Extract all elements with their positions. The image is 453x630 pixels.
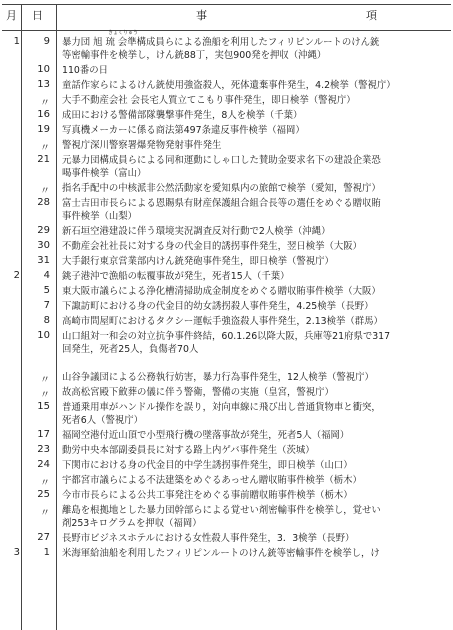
row-day: 17	[37, 429, 50, 440]
header-event-left: 事	[196, 9, 208, 22]
table-row	[0, 270, 453, 285]
row-day: 10	[37, 64, 50, 75]
row-event: 今市市長らによる公共工事発注をめぐる事前贈収賄事件検挙（栃木）	[62, 490, 353, 501]
row-day: 〃	[40, 508, 50, 519]
table-row	[0, 197, 453, 225]
table-top-rule	[2, 4, 451, 5]
row-event: 福岡空港付近山頂で小型飛行機の墜落事故が発生，死者5人（福岡）	[62, 430, 350, 441]
row-event: 元暴力団構成員らによる同和運動にしゃ口した賛助金要求名下の建設企業恐 喝事件検挙（富山）	[62, 155, 381, 179]
table-row	[0, 154, 453, 182]
row-day: 7	[43, 300, 50, 311]
table-row	[0, 547, 453, 562]
table-body	[0, 30, 453, 562]
row-day: 28	[37, 197, 50, 208]
table-row	[0, 64, 453, 79]
row-day: 〃	[40, 143, 50, 154]
row-day: 〃	[40, 375, 50, 386]
row-day: 27	[37, 532, 50, 543]
header-event-right: 項	[366, 9, 378, 22]
row-day: 25	[37, 489, 50, 500]
table-row	[0, 401, 453, 429]
row-event: 下諏訪町における身の代金目的幼女誘拐殺人事件発生，4.25検挙（長野）	[62, 301, 374, 312]
table-row	[0, 330, 453, 371]
row-day: 〃	[40, 186, 50, 197]
row-event: 宇都宮市議らによる不法建築をめぐるあっせん贈収賄事件検挙（栃木）	[62, 475, 362, 486]
row-event: 米海軍給油船を利用したフィリピンルートのけん銃等密輸事件を検挙し，け	[62, 548, 380, 559]
row-day: 19	[37, 124, 50, 135]
header-bottom-rule	[2, 30, 451, 31]
row-day: 29	[37, 225, 50, 236]
table-row	[0, 444, 453, 459]
row-event: 東大阪市議らによる浄化槽清掃助成金制度をめぐる贈収賄事件検挙（大阪）	[62, 286, 381, 297]
table-row	[0, 386, 453, 401]
row-month: 3	[13, 547, 20, 558]
table-row	[0, 225, 453, 240]
row-event: 動労中央本部副委員長に対する路上内ゲバ事件発生（茨城）	[62, 445, 315, 456]
ruby-annotation: きょくりゅう	[108, 30, 139, 36]
row-month: 1	[13, 36, 20, 47]
row-event: 長野市ビジネスホテルにおける女性殺人事件発生，3．3検挙（長野）	[62, 533, 355, 544]
row-event: 写真機メーカーに係る商法第497条違反事件検挙（福岡）	[62, 125, 305, 136]
row-day: 31	[37, 255, 50, 266]
table-row	[0, 504, 453, 532]
row-event: 普通乗用車がハンドル操作を誤り，対向車線に飛び出し普通貨物車と衝突， 死者6人（警視庁）	[62, 402, 381, 426]
row-event: 下関市における身の代金目的中学生誘拐事件発生，即日検挙（山口）	[62, 460, 353, 471]
row-day: 4	[43, 270, 50, 281]
header-day: 日	[32, 9, 44, 22]
row-event: 暴力団 旭 琉 会準構成員らによる漁船を利用したフィリピンルートのけん銃 等密輸事件を検挙し，けん銃88丁，実包900発を押収（沖縄）	[62, 37, 380, 61]
table-row	[0, 371, 453, 386]
row-event: 銚子港沖で漁船の転覆事故が発生，死者15人（千葉）	[62, 271, 290, 282]
row-day: 24	[37, 459, 50, 470]
row-day: 16	[37, 109, 50, 120]
row-event: 童話作家らによるけん銃使用強盗殺人，死体遺棄事件発生，4.2検挙（警視庁）	[62, 80, 396, 91]
row-day: 23	[37, 444, 50, 455]
table-row	[0, 240, 453, 255]
row-event: 成田における警備部隊襲撃事件発生，8人を検挙（千葉）	[62, 110, 303, 121]
row-day: 8	[43, 315, 50, 326]
row-event: 離島を根拠地とした暴力団幹部らによる覚せい剤密輸事件を検挙し，覚せい 剤253キログラムを押収（福岡）	[62, 505, 381, 529]
row-day: 9	[43, 36, 50, 47]
row-event: 大手銀行東京営業部内けん銃発砲事件発生，即日検挙（警視庁）	[62, 256, 334, 267]
table-row	[0, 315, 453, 330]
row-day: 〃	[40, 98, 50, 109]
row-event: 110番の日	[62, 65, 109, 76]
table-row	[0, 255, 453, 270]
row-event: 不動産会社社長に対する身の代金目的誘拐事件発生，翌日検挙（大阪）	[62, 241, 363, 252]
row-event: 高崎市問屋町におけるタクシー運転手強盗殺人事件発生，2.13検挙（群馬）	[62, 316, 383, 327]
row-month: 2	[13, 270, 20, 281]
row-event: 指名手配中の中核派非公然活動家を愛知県内の旅館で検挙（愛知，警視庁）	[62, 183, 381, 194]
table-row	[0, 124, 453, 139]
table-row	[0, 532, 453, 547]
row-day: 〃	[40, 478, 50, 489]
row-day: 5	[43, 285, 50, 296]
table-row	[0, 489, 453, 504]
row-day: 13	[37, 79, 50, 90]
table-row	[0, 474, 453, 489]
row-event: 大手不動産会社 会長宅人質立てこもり事件発生，即日検挙（警視庁）	[62, 95, 356, 106]
row-day: 〃	[40, 390, 50, 401]
row-event: 山口組対一和会の対立抗争事件終結，60.1.26以降大阪，兵庫等21府県で317 回発生，死者25人，負傷者70人	[62, 331, 391, 355]
table-row	[0, 109, 453, 124]
row-event: 新石垣空港建設に伴う環境実況調査反対行動で2人検挙（沖縄）	[62, 226, 331, 237]
row-event: 山谷争議団による公務執行妨害，暴力行為事件発生，12人検挙（警視庁）	[62, 372, 374, 383]
table-row	[0, 94, 453, 109]
row-day: 10	[37, 330, 50, 341]
header-month: 月	[6, 9, 18, 22]
table-row	[0, 429, 453, 444]
row-day: 1	[43, 547, 50, 558]
table-row	[0, 30, 453, 64]
row-event: 警視庁深川警察署爆発物発射事件発生	[62, 140, 222, 151]
table-row	[0, 139, 453, 154]
row-day: 15	[37, 401, 50, 412]
table-row	[0, 300, 453, 315]
row-day: 21	[37, 154, 50, 165]
row-event: 富士吉田市長らによる恩賜県有財産保護組合組合長等の選任をめぐる贈収賄 事件検挙（山梨）	[62, 198, 381, 222]
table-row	[0, 285, 453, 300]
table-row	[0, 459, 453, 474]
table-row	[0, 79, 453, 94]
row-day: 30	[37, 240, 50, 251]
table-row	[0, 182, 453, 197]
row-event: 故高松宮殿下斂葬の儀に伴う警衛，警備の実施（皇宮，警視庁）	[62, 387, 334, 398]
